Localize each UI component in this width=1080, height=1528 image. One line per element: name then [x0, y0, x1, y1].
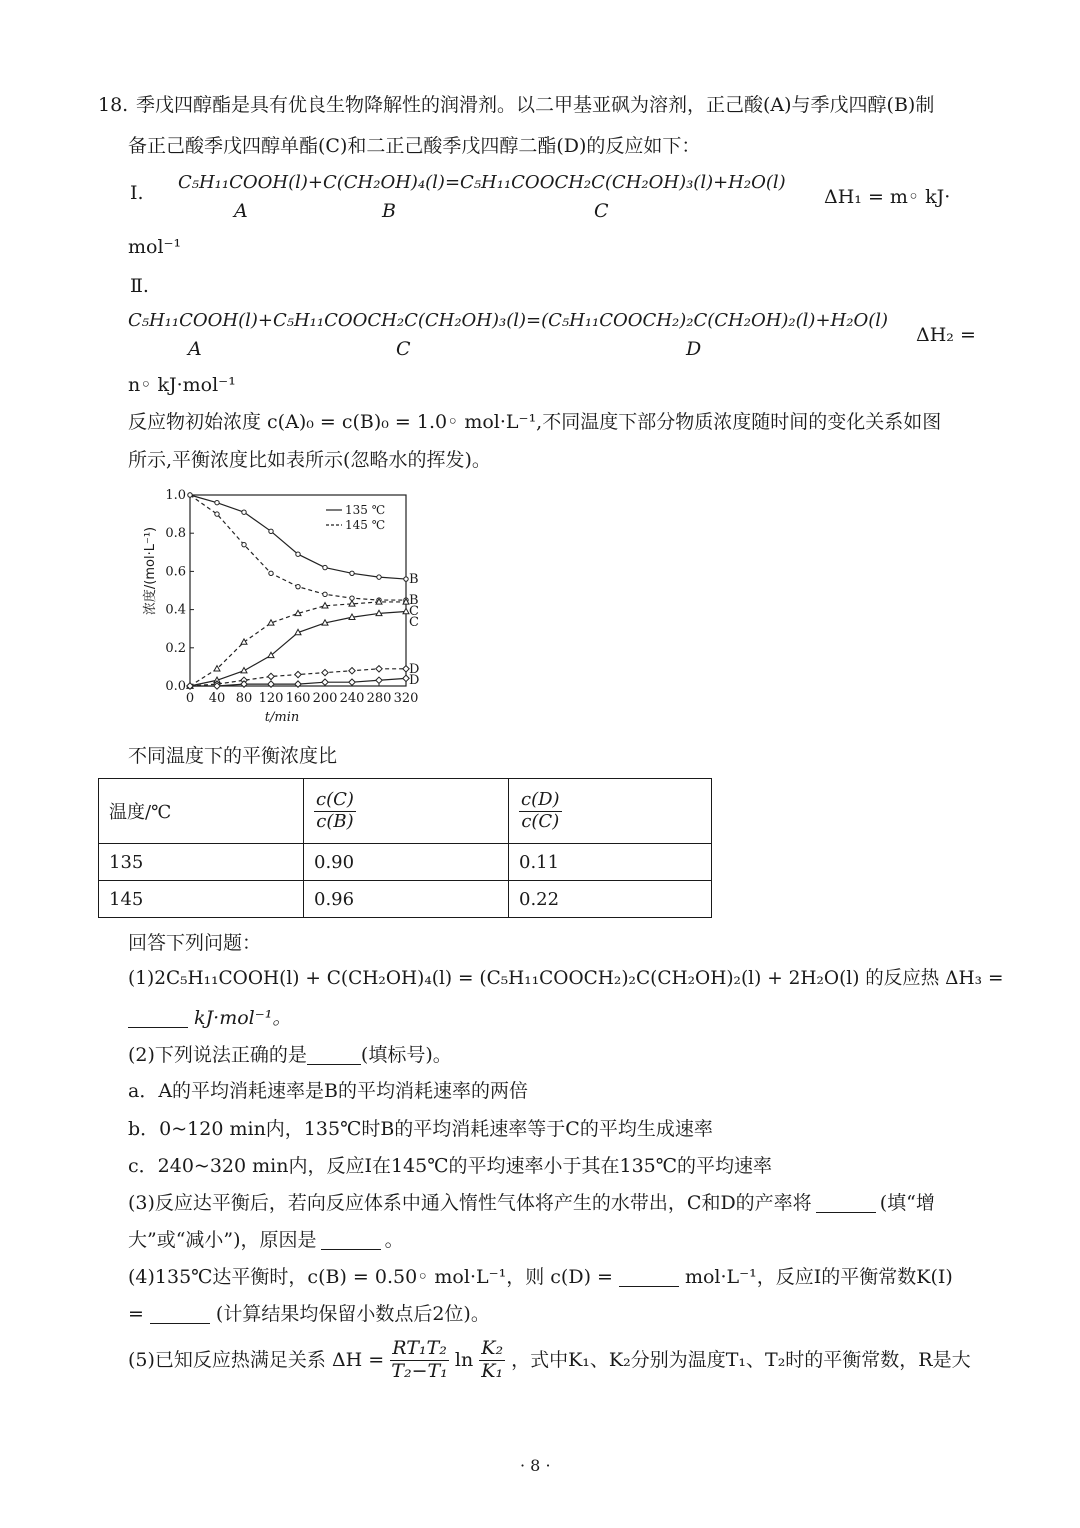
q5-tail: ，式中K₁、K₂分别为温度T₁、T₂时的平衡常数，R是大 — [511, 1348, 971, 1371]
data-point — [268, 673, 274, 679]
x-tick-label: 280 — [366, 691, 392, 706]
q5-line — [128, 1338, 971, 1383]
x-tick-label: 120 — [258, 691, 284, 706]
reaction-1-label: Ⅰ. — [130, 182, 144, 204]
q1-unit: kJ·mol⁻¹。 — [194, 1007, 292, 1029]
data-point — [404, 577, 408, 581]
reaction-1-label-a: A — [234, 200, 248, 222]
data-point — [269, 571, 273, 575]
q5-fraction — [390, 1338, 449, 1383]
reaction-1-label-c: C — [594, 200, 609, 222]
concentration-chart — [128, 485, 418, 730]
q5-k-numerator: K₂ — [481, 1337, 504, 1359]
col2-denominator: c(B) — [316, 810, 354, 832]
y-tick-label: 0.2 — [165, 640, 186, 656]
q4-tail: mol·L⁻¹，反应Ⅰ的平衡常数K(Ⅰ) — [684, 1266, 953, 1288]
x-axis-label: t/min — [264, 710, 300, 725]
data-point — [242, 542, 246, 546]
data-point — [349, 679, 355, 685]
q3-line-1 — [128, 1192, 935, 1215]
q3-text: (3)反应达平衡后，若向反应体系中通入惰性气体将产生的水带出，C和D的产率将 — [128, 1192, 812, 1214]
series-end-label: C — [409, 604, 419, 620]
col3-denominator: c(C) — [521, 810, 560, 832]
q4-answer-blank-1[interactable] — [619, 1285, 679, 1287]
x-tick-label: 200 — [312, 691, 338, 706]
q5-denominator: T₂−T₁ — [391, 1359, 448, 1382]
legend-135-label: 135 ℃ — [345, 503, 386, 517]
q4-line-1 — [128, 1266, 953, 1289]
x-tick-label: 40 — [208, 691, 226, 706]
reaction-1-equation: C₅H₁₁COOH(l)+C(CH₂OH)₄(l)=C₅H₁₁COOCH₂C(CH₂OH)₃(l)+H₂O(l) — [178, 172, 786, 193]
y-tick-label: 0.8 — [165, 526, 186, 542]
condition-line-1: 反应物初始浓度 c(A)₀ = c(B)₀ = 1.0◦ mol·L⁻¹,不同温度下部分物质浓度随时间的变化关系如图 — [128, 411, 942, 433]
q3-tail-1: (填“增 — [879, 1192, 935, 1214]
q3-line-2 — [128, 1229, 404, 1252]
data-point — [322, 669, 328, 675]
q5-text: (5)已知反应热满足关系 ΔH = — [128, 1348, 385, 1371]
data-point — [215, 512, 219, 516]
series-end-label: D — [409, 672, 420, 688]
legend — [326, 503, 385, 532]
data-point — [296, 584, 300, 588]
data-point — [188, 493, 192, 497]
page-number: · 8 · — [520, 1456, 551, 1475]
q2-option-c: c．240~320 min内，反应Ⅰ在145℃的平均速率小于其在135℃的平均速率 — [128, 1155, 773, 1177]
data-point — [269, 529, 273, 533]
equilibrium-table — [98, 778, 712, 918]
q5-numerator: RT₁T₂ — [392, 1337, 447, 1359]
data-point — [349, 668, 355, 674]
q1-line-1: (1)2C₅H₁₁COOH(l) + C(CH₂OH)₄(l) = (C₅H₁₁COOCH₂)₂C(CH₂OH)₂(l) + 2H₂O(l) 的反应热 ΔH₃ = — [128, 968, 1004, 989]
col-cc-cb-header — [304, 779, 509, 844]
y-tick-label: 0.0 — [165, 679, 186, 694]
q3-answer-blank-1[interactable] — [816, 1211, 876, 1213]
data-point — [350, 571, 354, 575]
q3-answer-blank-2[interactable] — [321, 1248, 381, 1250]
x-tick-label: 160 — [285, 691, 311, 706]
q2-answer-blank[interactable] — [307, 1063, 361, 1065]
reaction-2-label-c: C — [396, 338, 411, 360]
col3-numerator: c(D) — [521, 788, 560, 810]
q4-text-2: (计算结果均保留小数点后2位)。 — [215, 1303, 490, 1325]
data-point — [323, 592, 327, 596]
legend-145-label: 145 ℃ — [345, 518, 386, 532]
cell-ratio-cb: 0.90 — [304, 844, 509, 881]
data-point — [296, 552, 300, 556]
col-temp-header: 温度/℃ — [99, 779, 304, 844]
reaction-1-unit: mol⁻¹ — [128, 236, 182, 258]
q4-text: (4)135℃达平衡时，c(B) = 0.50◦ mol·L⁻¹，则 c(D) = — [128, 1266, 613, 1288]
data-point — [322, 679, 328, 685]
question-number: 18. — [98, 94, 129, 116]
intro-line-2: 备正己酸季戊四醇单酯(C)和二正己酸季戊四醇二酯(D)的反应如下： — [128, 135, 701, 157]
x-tick-label: 240 — [339, 691, 365, 706]
col-cd-cc-header — [509, 779, 712, 844]
data-point — [241, 639, 247, 644]
q4-equals: = — [128, 1303, 144, 1325]
data-point — [323, 565, 327, 569]
condition-line-2: 所示,平衡浓度比如表所示(忽略水的挥发)。 — [128, 449, 491, 471]
q1-line-2 — [128, 1007, 291, 1030]
q5-k-fraction — [479, 1338, 505, 1383]
cell-ratio-dc: 0.11 — [509, 844, 712, 881]
reaction-2-label-d: D — [686, 338, 702, 360]
cell-temp: 135 — [99, 844, 304, 881]
q2-line — [128, 1044, 452, 1067]
data-point — [215, 500, 219, 504]
reaction-2-enthalpy: ΔH₂ = — [916, 324, 976, 346]
q2-tail: (填标号)。 — [360, 1044, 452, 1066]
y-tick-label: 1.0 — [165, 488, 186, 503]
table-row — [99, 881, 712, 918]
data-point — [242, 510, 246, 514]
q2-option-a: a．A的平均消耗速率是B的平均消耗速率的两倍 — [128, 1080, 529, 1102]
reaction-2-unit: n◦ kJ·mol⁻¹ — [128, 374, 236, 396]
reaction-1-enthalpy: ΔH₁ = m◦ kJ· — [824, 186, 951, 208]
cell-ratio-dc: 0.22 — [509, 881, 712, 918]
y-tick-label: 0.4 — [165, 602, 186, 618]
reaction-2-label-a: A — [188, 338, 202, 360]
data-point — [295, 671, 301, 677]
series-end-label: B — [409, 572, 419, 588]
q5-ln: ln — [454, 1348, 474, 1371]
reaction-2-label: Ⅱ. — [130, 275, 149, 297]
q5-k-denominator: K₁ — [481, 1359, 504, 1382]
series-end-label: C — [409, 615, 419, 631]
col2-numerator: c(C) — [316, 788, 354, 810]
q4-answer-blank-2[interactable] — [150, 1322, 210, 1324]
data-point — [376, 666, 382, 672]
q4-line-2 — [128, 1303, 490, 1326]
series-end-label: D — [409, 661, 420, 677]
reaction-2-equation: C₅H₁₁COOH(l)+C₅H₁₁COOCH₂C(CH₂OH)₃(l)=(C₅H₁₁COOCH₂)₂C(CH₂OH)₂(l)+H₂O(l) — [128, 310, 889, 331]
q2-option-b: b．0~120 min内，135℃时B的平均消耗速率等于C的平均生成速率 — [128, 1118, 713, 1140]
y-tick-label: 0.6 — [165, 564, 186, 580]
q1-answer-blank[interactable] — [128, 1026, 188, 1028]
intro-line-1: 季戊四醇酯是具有优良生物降解性的润滑剂。以二甲基亚砜为溶剂，正己酸(A)与季戊四醇(B)制 — [136, 94, 935, 116]
answers-heading: 回答下列问题： — [128, 932, 262, 954]
table-row — [99, 844, 712, 881]
data-point — [376, 677, 382, 683]
y-axis-label: 浓度/(mol·L⁻¹) — [143, 526, 158, 616]
x-tick-label: 80 — [235, 691, 253, 706]
x-tick-label: 320 — [393, 691, 419, 706]
table-caption: 不同温度下的平衡浓度比 — [128, 745, 338, 767]
cell-temp: 145 — [99, 881, 304, 918]
cell-ratio-cb: 0.96 — [304, 881, 509, 918]
series-end-label: B — [409, 593, 419, 609]
q3-tail-2: 。 — [384, 1229, 404, 1251]
data-point — [377, 575, 381, 579]
reaction-1-label-b: B — [382, 200, 396, 222]
q2-text: (2)下列说法正确的是 — [128, 1044, 307, 1066]
q3-text-2: 大”或“减小”)，原因是 — [128, 1229, 317, 1251]
data-point — [349, 601, 355, 606]
x-tick-label: 0 — [185, 691, 195, 706]
